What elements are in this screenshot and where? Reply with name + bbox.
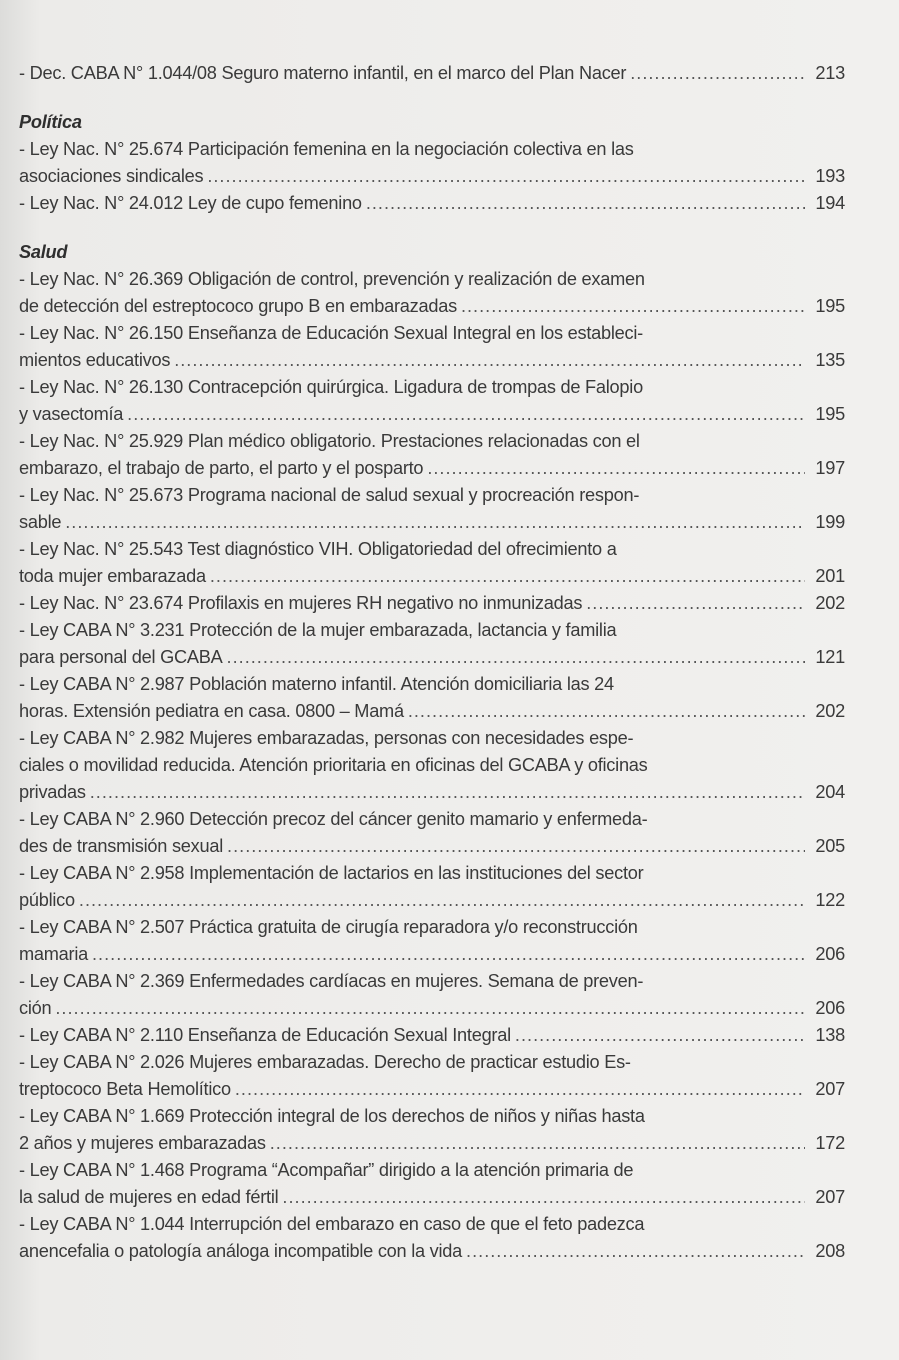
dot-leader xyxy=(427,455,805,482)
entry-line xyxy=(19,455,845,482)
entry-text-line: ciales o movilidad reducida. Atención prioritaria en oficinas del GCABA y oficinas xyxy=(19,755,648,775)
entry-text: toda mujer embarazada xyxy=(19,566,206,586)
entry-text: embarazo, el trabajo de parto, el parto y el posparto xyxy=(19,458,424,478)
index-content xyxy=(19,60,845,1265)
index-entry xyxy=(19,1157,845,1211)
index-entry xyxy=(19,266,845,320)
entry-text-line: - Ley CABA N° 2.982 Mujeres embarazadas, personas con necesidades espe- xyxy=(19,728,634,748)
dot-leader xyxy=(90,779,805,806)
entry-line xyxy=(19,1130,845,1157)
dot-leader xyxy=(210,563,805,590)
entry-line xyxy=(19,60,845,87)
entry-line xyxy=(19,509,845,536)
entry-text: la salud de mujeres en edad fértil xyxy=(19,1187,279,1207)
index-entry xyxy=(19,914,845,968)
entry-text-line: - Ley Nac. N° 26.150 Enseñanza de Educación Sexual Integral en los estableci- xyxy=(19,323,643,343)
dot-leader xyxy=(282,1184,805,1211)
dot-leader xyxy=(270,1130,805,1157)
entry-line xyxy=(19,995,845,1022)
dot-leader xyxy=(174,347,805,374)
entry-line xyxy=(19,887,845,914)
entry-line xyxy=(19,1076,845,1103)
dot-leader xyxy=(466,1238,805,1265)
entry-text-line: - Ley Nac. N° 25.673 Programa nacional de salud sexual y procreación respon- xyxy=(19,485,640,505)
entry-text: sable xyxy=(19,512,62,532)
entry-page-number: 208 xyxy=(815,1241,845,1261)
entry-page-number: 193 xyxy=(815,166,845,186)
entry-text: ción xyxy=(19,998,52,1018)
entry-page-number: 207 xyxy=(815,1187,845,1207)
entry-line xyxy=(19,779,845,806)
entry-text: y vasectomía xyxy=(19,404,124,424)
index-entry xyxy=(19,860,845,914)
entry-text-line: - Ley CABA N° 2.507 Práctica gratuita de cirugía reparadora y/o reconstrucción xyxy=(19,917,638,937)
dot-leader xyxy=(79,887,805,914)
dot-leader xyxy=(630,60,805,87)
entry-page-number: 202 xyxy=(815,701,845,721)
index-entry xyxy=(19,482,845,536)
entry-line xyxy=(19,401,845,428)
entry-text: anencefalia o patología análoga incompatible con la vida xyxy=(19,1241,463,1261)
entry-text: treptococo Beta Hemolítico xyxy=(19,1079,231,1099)
entry-line xyxy=(19,941,845,968)
dot-leader xyxy=(65,509,805,536)
dot-leader xyxy=(461,293,805,320)
entry-text: - Ley Nac. N° 23.674 Profilaxis en mujeres RH negativo no inmunizadas xyxy=(19,593,583,613)
entry-page-number: 197 xyxy=(815,458,845,478)
entry-text: mientos educativos xyxy=(19,350,171,370)
index-entry xyxy=(19,1022,845,1049)
index-entry xyxy=(19,1049,845,1103)
index-entry xyxy=(19,725,845,806)
entry-line xyxy=(19,1238,845,1265)
entry-page-number: 194 xyxy=(815,193,845,213)
entry-page-number: 199 xyxy=(815,512,845,532)
dot-leader xyxy=(227,644,805,671)
entry-page-number: 122 xyxy=(815,890,845,910)
entry-text-line: - Ley Nac. N° 26.130 Contracepción quirúrgica. Ligadura de trompas de Falopio xyxy=(19,377,643,397)
entry-text: de detección del estreptococo grupo B en embarazadas xyxy=(19,296,457,316)
entry-page-number: 207 xyxy=(815,1079,845,1099)
index-section xyxy=(19,109,845,217)
dot-leader xyxy=(408,698,805,725)
dot-leader xyxy=(586,590,805,617)
index-entry xyxy=(19,1211,845,1265)
entry-text-line: - Ley Nac. N° 25.929 Plan médico obligatorio. Prestaciones relacionadas con el xyxy=(19,431,640,451)
entry-page-number: 172 xyxy=(815,1133,845,1153)
dot-leader xyxy=(55,995,805,1022)
entry-page-number: 202 xyxy=(815,593,845,613)
index-entry xyxy=(19,536,845,590)
dot-leader xyxy=(92,941,805,968)
entry-line xyxy=(19,644,845,671)
entry-line xyxy=(19,293,845,320)
index-entry xyxy=(19,590,845,617)
index-entry xyxy=(19,806,845,860)
index-entry xyxy=(19,320,845,374)
entry-text: para personal del GCABA xyxy=(19,647,223,667)
entry-text-line: - Ley CABA N° 2.960 Detección precoz del cáncer genito mamario y enfermeda- xyxy=(19,809,648,829)
index-entry xyxy=(19,136,845,190)
entry-text-line: - Ley CABA N° 1.044 Interrupción del embarazo en caso de que el feto padezca xyxy=(19,1214,645,1234)
index-entry xyxy=(19,671,845,725)
index-section xyxy=(19,239,845,1265)
entry-text-line: - Ley Nac. N° 25.543 Test diagnóstico VIH. Obligatoriedad del ofrecimiento a xyxy=(19,539,617,559)
index-entry xyxy=(19,1103,845,1157)
index-entry-intro xyxy=(19,60,845,87)
entry-text: 2 años y mujeres embarazadas xyxy=(19,1133,266,1153)
entry-page-number: 195 xyxy=(815,296,845,316)
entry-page-number: 135 xyxy=(815,350,845,370)
entry-text: público xyxy=(19,890,75,910)
entry-line xyxy=(19,190,845,217)
entry-line xyxy=(19,563,845,590)
section-title: Salud xyxy=(19,242,68,262)
entry-text-line: - Ley CABA N° 2.369 Enfermedades cardíacas en mujeres. Semana de preven- xyxy=(19,971,644,991)
entry-page-number: 205 xyxy=(815,836,845,856)
index-entry xyxy=(19,374,845,428)
entry-text: mamaria xyxy=(19,944,88,964)
entry-text: horas. Extensión pediatra en casa. 0800 – Mamá xyxy=(19,701,404,721)
index-entry xyxy=(19,968,845,1022)
entry-page-number: 121 xyxy=(815,647,845,667)
index-sections xyxy=(19,109,845,1265)
entry-page-number: 201 xyxy=(815,566,845,586)
entry-text-line: - Ley Nac. N° 25.674 Participación femenina en la negociación colectiva en las xyxy=(19,139,634,159)
entry-line xyxy=(19,833,845,860)
index-entry xyxy=(19,428,845,482)
section-title: Política xyxy=(19,112,82,132)
dot-leader xyxy=(127,401,805,428)
entry-text-line: - Ley CABA N° 1.468 Programa “Acompañar” dirigido a la atención primaria de xyxy=(19,1160,634,1180)
dot-leader xyxy=(207,163,805,190)
entry-text: - Dec. CABA N° 1.044/08 Seguro materno infantil, en el marco del Plan Nacer xyxy=(19,63,627,83)
entry-line xyxy=(19,698,845,725)
entry-page-number: 138 xyxy=(815,1025,845,1045)
entry-text: asociaciones sindicales xyxy=(19,166,204,186)
entry-line xyxy=(19,590,845,617)
entry-text-line: - Ley CABA N° 2.026 Mujeres embarazadas. Derecho de practicar estudio Es- xyxy=(19,1052,631,1072)
entry-text: privadas xyxy=(19,782,86,802)
entry-line xyxy=(19,163,845,190)
dot-leader xyxy=(235,1076,805,1103)
entry-page-number: 213 xyxy=(815,63,845,83)
dot-leader xyxy=(515,1022,805,1049)
entry-line xyxy=(19,347,845,374)
entry-line xyxy=(19,1022,845,1049)
entry-text-line: - Ley Nac. N° 26.369 Obligación de control, prevención y realización de examen xyxy=(19,269,645,289)
dot-leader xyxy=(227,833,805,860)
entry-text-line: - Ley CABA N° 1.669 Protección integral de los derechos de niños y niñas hasta xyxy=(19,1106,645,1126)
entry-text: - Ley Nac. N° 24.012 Ley de cupo femenino xyxy=(19,193,362,213)
entry-text-line: - Ley CABA N° 2.987 Población materno infantil. Atención domiciliaria las 24 xyxy=(19,674,614,694)
entry-text: - Ley CABA N° 2.110 Enseñanza de Educación Sexual Integral xyxy=(19,1025,511,1045)
index-entry xyxy=(19,617,845,671)
entry-text-line: - Ley CABA N° 2.958 Implementación de lactarios en las instituciones del sector xyxy=(19,863,644,883)
index-entry xyxy=(19,190,845,217)
entry-text: des de transmisión sexual xyxy=(19,836,224,856)
entry-text-line: - Ley CABA N° 3.231 Protección de la mujer embarazada, lactancia y familia xyxy=(19,620,617,640)
entry-page-number: 195 xyxy=(815,404,845,424)
entry-line xyxy=(19,1184,845,1211)
dot-leader xyxy=(366,190,805,217)
entry-page-number: 204 xyxy=(815,782,845,802)
entry-page-number: 206 xyxy=(815,944,845,964)
entry-page-number: 206 xyxy=(815,998,845,1018)
